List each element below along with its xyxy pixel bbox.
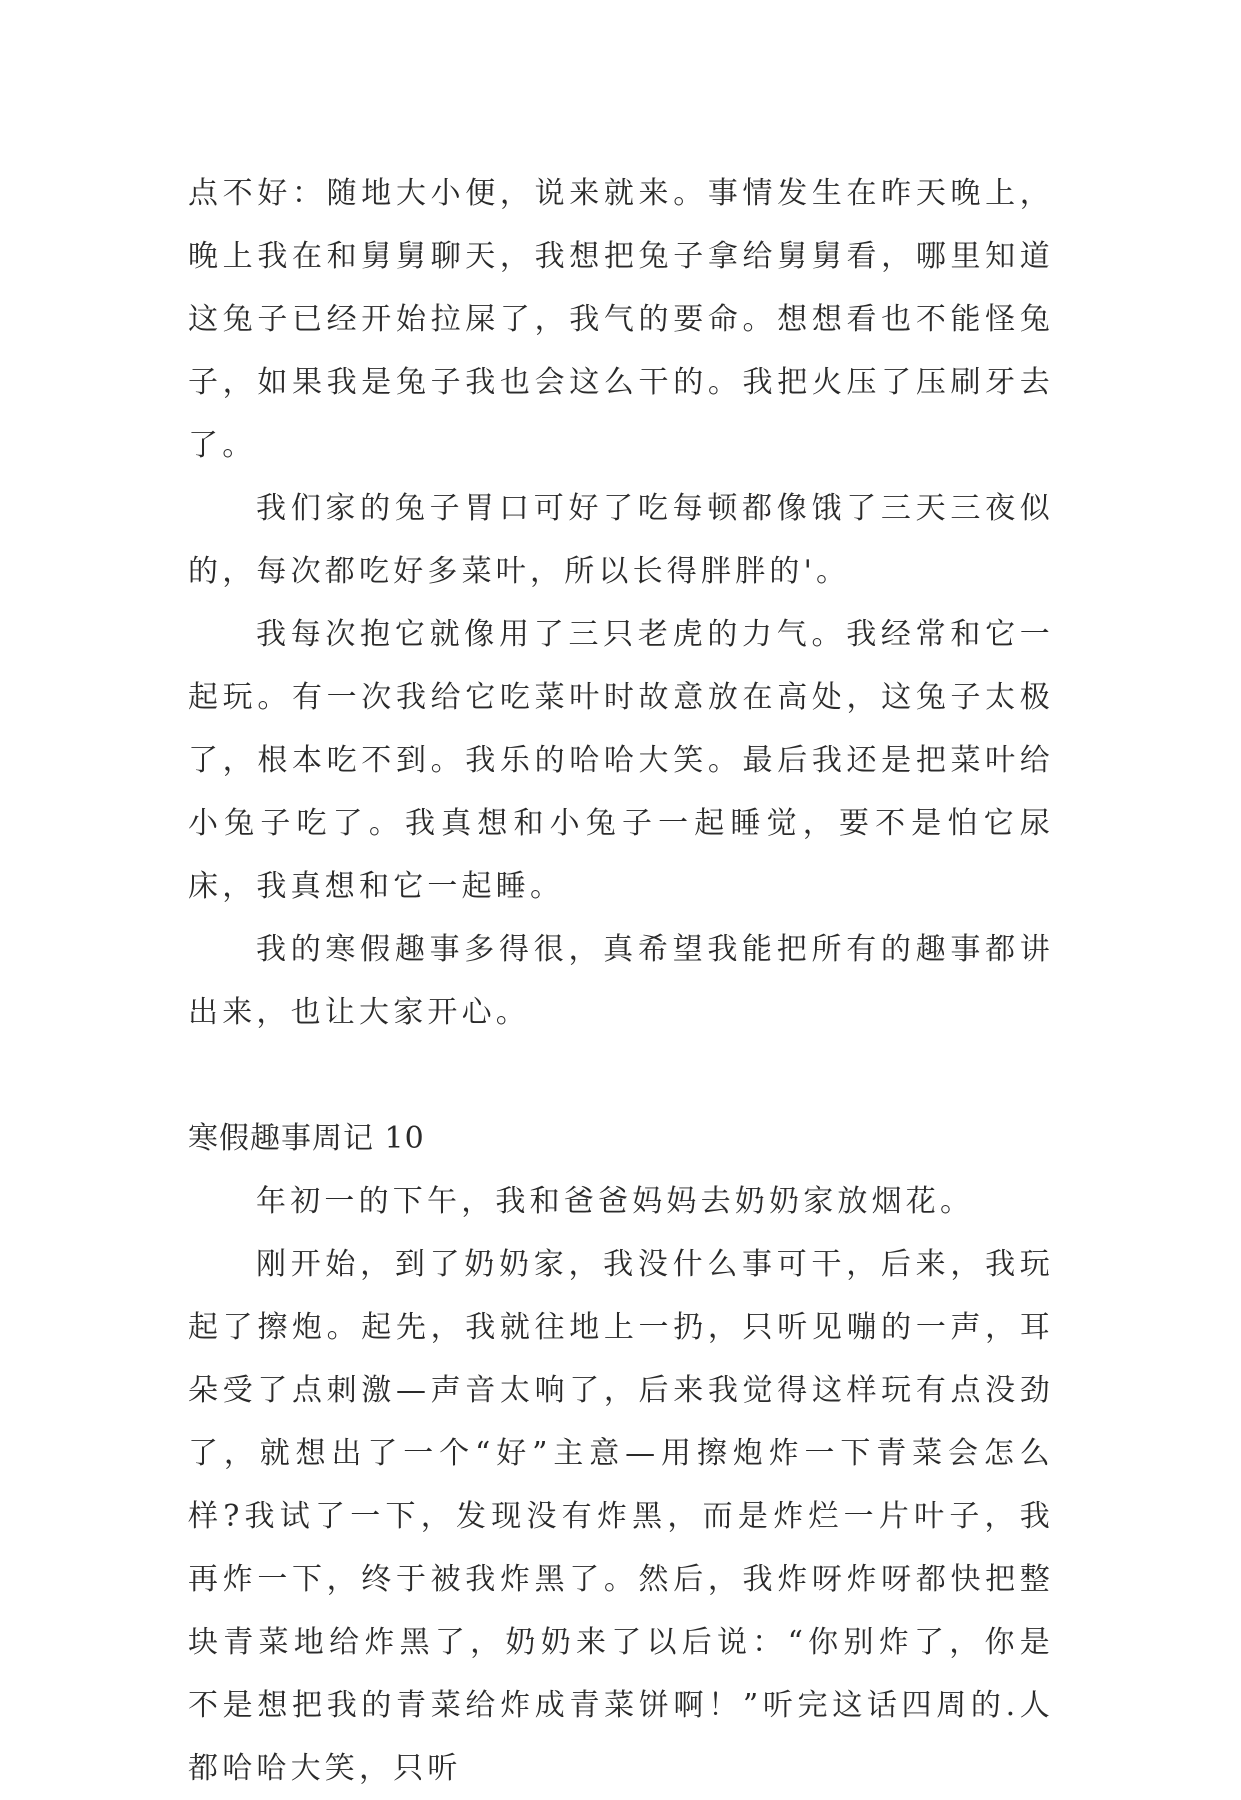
paragraph: 年初一的下午，我和爸爸妈妈去奶奶家放烟花。 [256,1184,975,1219]
paragraph: 我们家的兔子胃口可好了吃每顿都像饿了三天三夜似的，每次都吃好多菜叶，所以长得胖胖的'。 [188,491,1054,589]
paragraph: 我每次抱它就像用了三只老虎的力气。我经常和它一起玩。有一次我给它吃菜叶时故意放在高处，这兔子太极了，根本吃不到。我乐的哈哈大笑。最后我还是把菜叶给小兔子吃了。我真想和小兔子一起睡觉，要不是怕它尿床，我真想和它一起睡。 [188,617,1054,904]
paragraph: 我的寒假趣事多得很，真希望我能把所有的趣事都讲出来，也让大家开心。 [188,932,1054,1030]
section-title: 寒假趣事周记 10 [188,1121,425,1156]
section-spacer [188,1044,1054,1107]
paragraph: 刚开始，到了奶奶家，我没什么事可干，后来，我玩起了擦炮。起先，我就往地上一扔，只听见嘣的一声，耳朵受了点刺激—声音太响了，后来我觉得这样玩有点没劲了，就想出了一个“好”主意—用擦炮炸一下青菜会怎么样?我试了一下，发现没有炸黑，而是炸烂一片叶子，我再炸一下，终于被我炸黑了。然后，我炸呀炸呀都快把整块青菜地给炸黑了，奶奶来了以后说：“你别炸了，你是不是想把我的青菜给炸成青菜饼啊！”听完这话四周的.人都哈哈大笑，只听 [188,1247,1054,1786]
paragraph-continued: 点不好：随地大小便，说来就来。事情发生在昨天晚上，晚上我在和舅舅聊天，我想把兔子拿给舅舅看，哪里知道这兔子已经开始拉屎了，我气的要命。想想看也不能怪兔子，如果我是兔子我也会这么干的。我把火压了压刷牙去了。 [188,176,1054,463]
document-body [188,162,1054,1800]
